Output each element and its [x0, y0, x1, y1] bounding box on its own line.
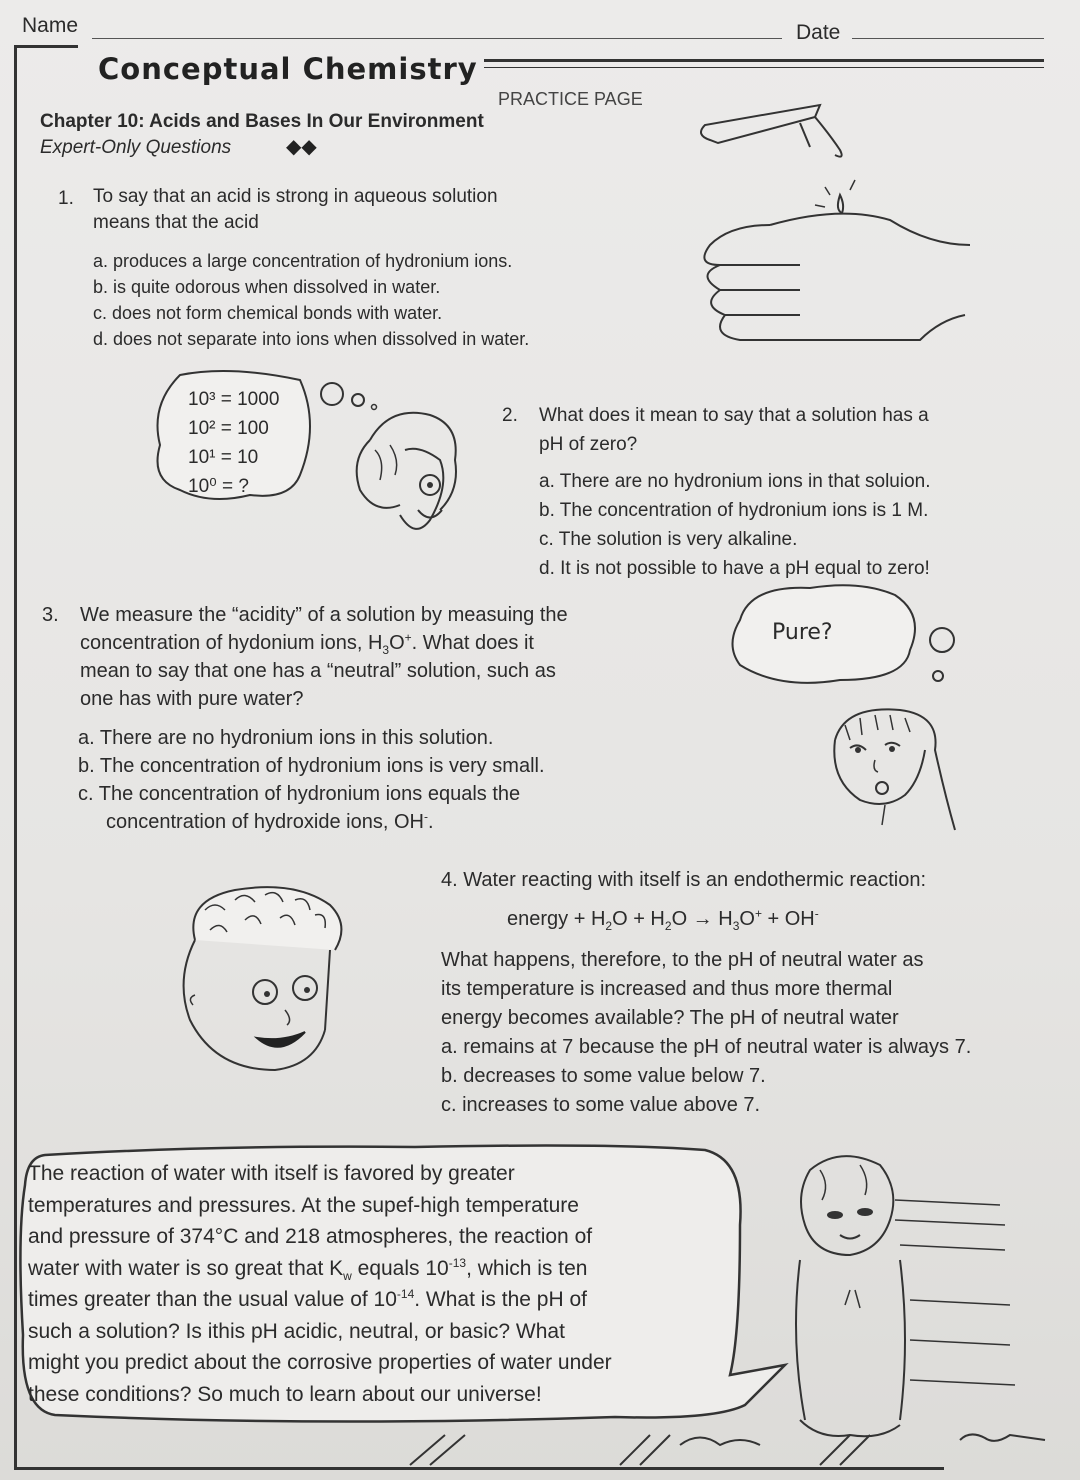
name-line[interactable]	[92, 38, 782, 39]
date-line[interactable]	[852, 38, 1044, 39]
answer-option-a[interactable]: a. remains at 7 because the pH of neutral water is always 7.	[441, 1036, 972, 1058]
question-body: energy becomes available? The pH of neutral water	[441, 1007, 899, 1029]
question-stem: What does it mean to say that a solution has a	[539, 405, 929, 426]
pure-bubble-text: Pure?	[772, 620, 833, 645]
paragraph-line: water with water is so great that $K_w$ equals $10^{-13}$, which is ten	[28, 1255, 588, 1283]
child-at-railing-sketch	[760, 1140, 1050, 1470]
answer-option-b[interactable]: b. decreases to some value below 7.	[441, 1065, 766, 1087]
paragraph-line: and pressure of 374°C and 218 atmospheres, the reaction of	[28, 1225, 593, 1248]
paragraph-line: times greater than the usual value of $10^{-14}$. What is the pH of	[28, 1287, 587, 1311]
answer-option-c-cont[interactable]: concentration of hydroxide ions, OH-.	[106, 809, 434, 833]
paragraph-line: such a solution? Is ithis pH acidic, neutral, or basic? What	[28, 1319, 565, 1343]
answer-option-c[interactable]: c. The solution is very alkaline.	[539, 529, 798, 550]
chemical-equation: energy + $H_2O + H_2O \to H_3O^+ + OH^-$	[507, 906, 819, 933]
answer-option-d[interactable]: d. It is not possible to have a pH equal to zero!	[539, 558, 930, 579]
page-frame-top-right-thin	[484, 67, 1044, 68]
name-label: Name	[22, 14, 79, 37]
answer-option-a[interactable]: a. There are no hydronium ions in that soluion.	[539, 471, 931, 492]
curly-hair-head-sketch	[330, 400, 480, 550]
paragraph-line: might you predict about the corrosive properties of water under	[28, 1351, 612, 1374]
chapter-heading: Chapter 10: Acids and Bases In Our Environment	[40, 111, 484, 132]
answer-option-b[interactable]: b. The concentration of hydronium ions is 1 M.	[539, 500, 929, 521]
answer-option-c[interactable]: c. does not form chemical bonds with water.	[93, 303, 443, 323]
question-stem: pH of zero?	[539, 434, 638, 455]
question-1	[58, 184, 658, 352]
question-body: What happens, therefore, to the pH of neutral water as	[441, 949, 924, 971]
question-stem: concentration of hydonium ions, $H_3O^+$. What does it	[80, 630, 534, 657]
answer-option-c[interactable]: c. increases to some value above 7.	[441, 1094, 761, 1116]
question-number: 3.	[42, 604, 59, 626]
question-4	[441, 866, 1071, 1120]
diamond-icon: ◆◆	[286, 136, 317, 158]
power-line: 10¹ = 10	[188, 447, 259, 468]
paragraph-line: these conditions? So much to learn about our universe!	[28, 1382, 542, 1406]
page-title: Conceptual Chemistry	[98, 52, 478, 86]
powers-of-ten-list	[188, 385, 279, 501]
paragraph-line: temperatures and pressures. At the supef-high temperature	[28, 1193, 579, 1217]
question-stem: means that the acid	[93, 212, 259, 233]
answer-option-a[interactable]: a. produces a large concentration of hydronium ions.	[93, 251, 513, 271]
answer-option-c[interactable]: c. The concentration of hydronium ions equals the	[78, 783, 521, 805]
power-line: 10⁰ = ?	[188, 476, 249, 497]
page-frame-top-left	[14, 45, 78, 48]
expert-only-label: Expert-Only Questions	[40, 137, 232, 158]
question-body: its temperature is increased and thus more thermal	[441, 978, 893, 1000]
answer-option-b[interactable]: b. The concentration of hydronium ions is very small.	[78, 755, 545, 777]
test-tube-hand-illustration	[690, 95, 990, 355]
practice-page-label: PRACTICE PAGE	[498, 89, 643, 109]
question-stem: We measure the “acidity” of a solution by measuing the	[80, 604, 568, 626]
answer-option-a[interactable]: a. There are no hydronium ions in this solution.	[78, 727, 494, 749]
question-number: 1.	[58, 188, 74, 209]
power-line: 10³ = 1000	[188, 389, 280, 410]
final-paragraph	[28, 1158, 728, 1410]
date-label: Date	[796, 21, 841, 44]
question-stem: To say that an acid is strong in aqueous solution	[93, 186, 498, 207]
question-3	[42, 601, 682, 836]
girl-face-sketch	[830, 700, 990, 840]
question-stem: one has with pure water?	[80, 688, 304, 710]
question-2	[502, 401, 1062, 583]
smiling-boy-sketch	[165, 880, 365, 1080]
question-stem: mean to say that one has a “neutral” solution, such as	[80, 660, 556, 682]
pure-thought-bubble	[720, 580, 980, 690]
paragraph-line: The reaction of water with itself is favored by greater	[28, 1162, 515, 1185]
power-line: 10² = 100	[188, 418, 269, 439]
answer-option-d[interactable]: d. does not separate into ions when dissolved in water.	[93, 329, 530, 349]
answer-option-b[interactable]: b. is quite odorous when dissolved in water.	[93, 277, 441, 297]
page-frame-top-right	[484, 59, 1044, 62]
floor-sketch	[400, 1430, 940, 1470]
question-number: 2.	[502, 405, 518, 426]
question-stem: 4. Water reacting with itself is an endothermic reaction:	[441, 869, 927, 891]
